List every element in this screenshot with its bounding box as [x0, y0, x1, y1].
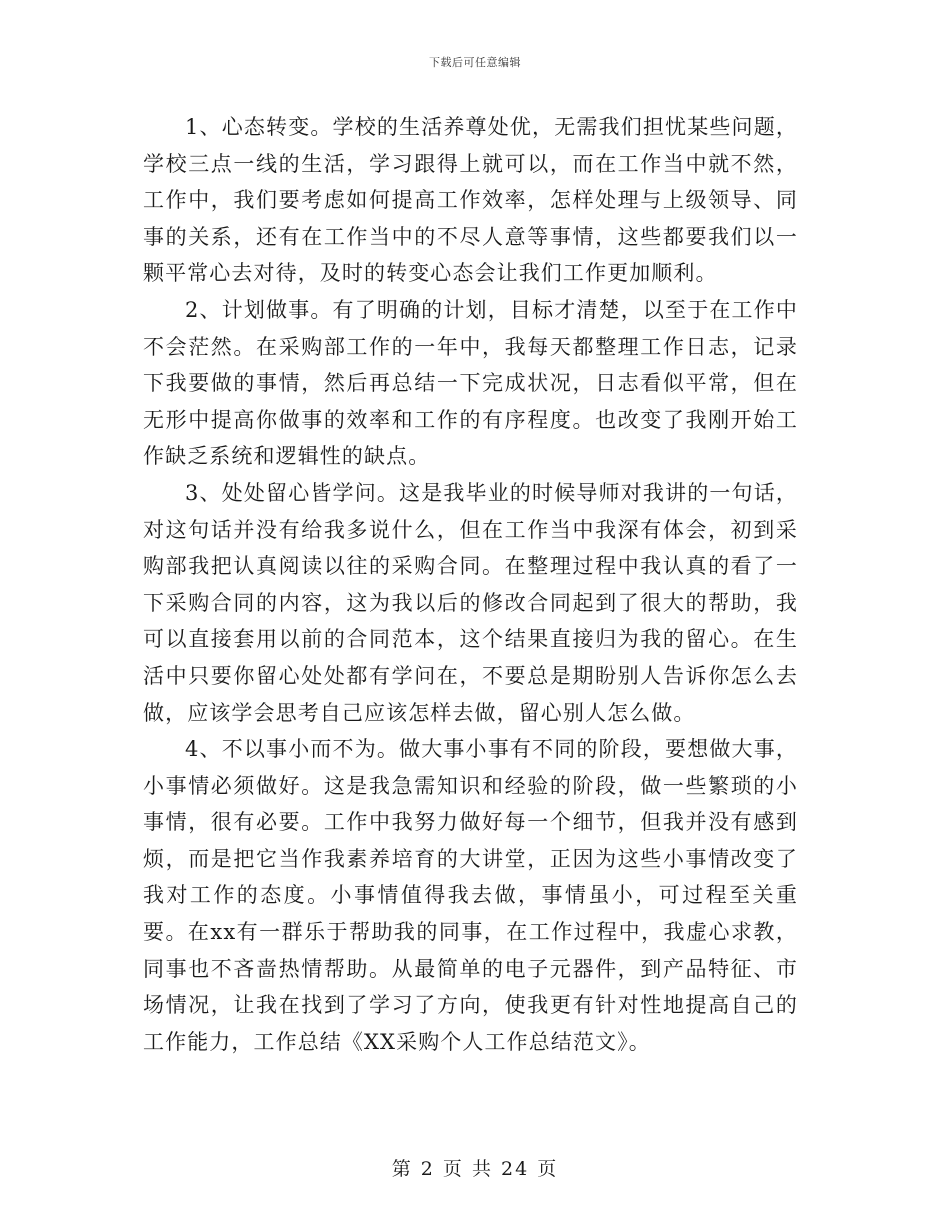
page-header: 下载后可任意编辑: [429, 56, 521, 69]
document-body: [143, 109, 798, 1060]
paragraph-plan-work: 2、计划做事。有了明确的计划，目标才清楚，以至于在工作中不会茫然。在采购部工作的一年中，我每天都整理工作日志，记录下我要做的事情，然后再总结一下完成状况，日志看似平常，但在无形中提高你做事的效率和工作的有序程度。也改变了我刚开始工作缺乏系统和逻辑性的缺点。: [143, 297, 798, 469]
paragraph-attentive-learning: 3、处处留心皆学问。这是我毕业的时候导师对我讲的一句话，对这句话并没有给我多说什么，但在工作当中我深有体会，初到采购部我把认真阅读以往的采购合同。在整理过程中我认真的看了一下采购合同的内容，这为我以后的修改合同起到了很大的帮助，我可以直接套用以前的合同范本，这个结果直接归为我的留心。在生活中只要你留心处处都有学问在，不要总是期盼别人告诉你怎么去做，应该学会思考自己应该怎样去做，留心别人怎么做。: [143, 480, 798, 725]
page-number-footer: 第 2 页 共 24 页: [391, 1158, 559, 1180]
paragraph-small-matters: 4、不以事小而不为。做大事小事有不同的阶段，要想做大事，小事情必须做好。这是我急需知识和经验的阶段，做一些繁琐的小事情，很有必要。工作中我努力做好每一个细节，但我并没有感到烦，而是把它当作我素养培育的大讲堂，正因为这些小事情改变了我对工作的态度。小事情值得我去做，事情虽小，可过程至关重要。在xx有一群乐于帮助我的同事，在工作过程中，我虚心求教，同事也不吝啬热情帮助。从最简单的电子元器件，到产品特征、市场情况，让我在找到了学习了方向，使我更有针对性地提高自己的工作能力，工作总结《XX采购个人工作总结范文》。: [143, 737, 798, 1054]
paragraph-mindset-change: 1、心态转变。学校的生活养尊处优，无需我们担忧某些问题，学校三点一线的生活，学习跟得上就可以，而在工作当中就不然，工作中，我们要考虑如何提高工作效率，怎样处理与上级领导、同事的关系，还有在工作当中的不尽人意等事情，这些都要我们以一颗平常心去对待，及时的转变心态会让我们工作更加顺利。: [143, 115, 798, 286]
